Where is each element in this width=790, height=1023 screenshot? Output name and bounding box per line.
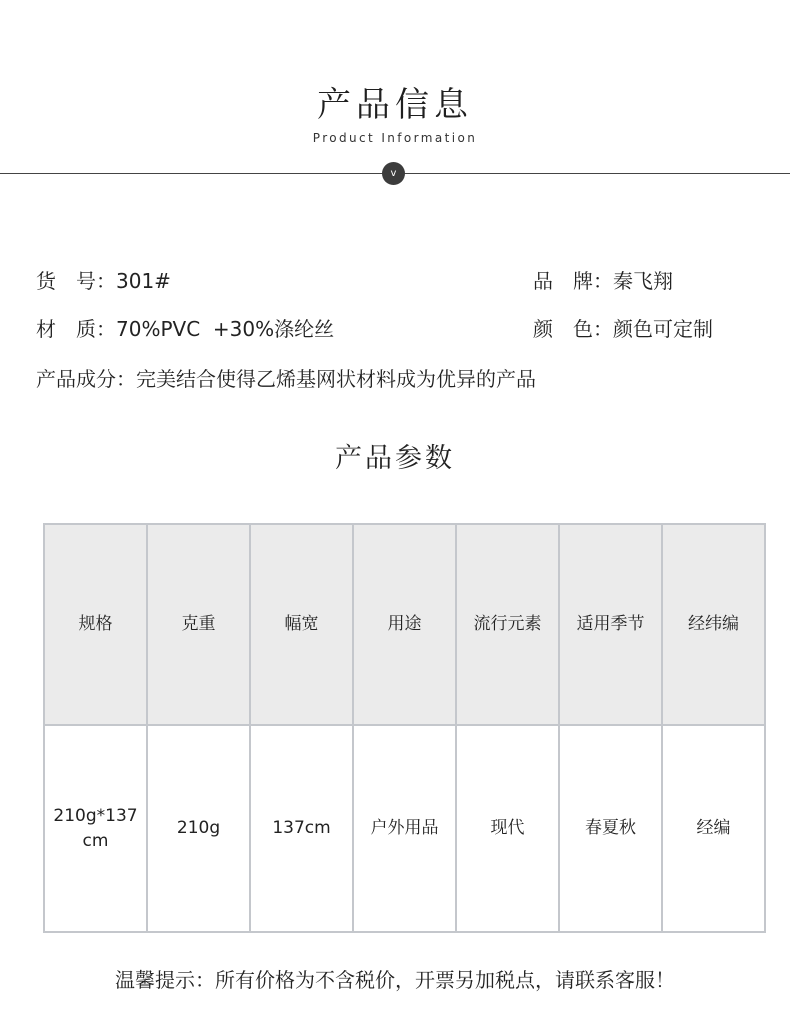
footer-tip: 温馨提示：所有价格为不含税价，开票另加税点，请联系客服！ — [115, 968, 675, 992]
composition-label: 产品成分： — [36, 367, 136, 391]
color-value: 颜色可定制 — [613, 317, 713, 341]
page-subtitle: Product Information — [312, 131, 478, 145]
item-number-value: 301# — [116, 269, 171, 293]
item-number-row — [36, 268, 171, 294]
brand-row — [533, 268, 673, 294]
table-cell: 210g — [147, 725, 250, 932]
color-row — [533, 316, 713, 342]
color-label: 颜 色： — [533, 317, 613, 341]
chevron-v-icon: v — [382, 162, 405, 185]
params-title: 产品参数 — [335, 443, 455, 474]
brand-value: 秦飞翔 — [613, 269, 673, 293]
table-header-cell: 流行元素 — [456, 524, 559, 725]
table-row — [44, 725, 765, 932]
table-header-cell: 经纬编 — [662, 524, 765, 725]
table-header-cell: 规格 — [44, 524, 147, 725]
table-header-cell: 克重 — [147, 524, 250, 725]
table-cell: 春夏秋 — [559, 725, 662, 932]
item-number-label: 货 号： — [36, 269, 116, 293]
table-cell: 户外用品 — [353, 725, 456, 932]
table-cell: 经编 — [662, 725, 765, 932]
table-cell: 210g*137 cm — [44, 725, 147, 932]
material-label: 材 质： — [36, 317, 116, 341]
table-header-cell: 幅宽 — [250, 524, 353, 725]
table-header-cell: 用途 — [353, 524, 456, 725]
page-title: 产品信息 — [317, 85, 473, 125]
params-table — [43, 523, 766, 933]
table-cell: 137cm — [250, 725, 353, 932]
table-header-row — [44, 524, 765, 725]
composition-value: 完美结合使得乙烯基网状材料成为优异的产品 — [136, 367, 536, 391]
composition-row — [36, 366, 536, 392]
material-value: 70%PVC +30%涤纶丝 — [116, 317, 335, 341]
material-row — [36, 316, 334, 342]
section-header — [0, 84, 790, 146]
table-header-cell: 适用季节 — [559, 524, 662, 725]
table-cell: 现代 — [456, 725, 559, 932]
brand-label: 品 牌： — [533, 269, 613, 293]
